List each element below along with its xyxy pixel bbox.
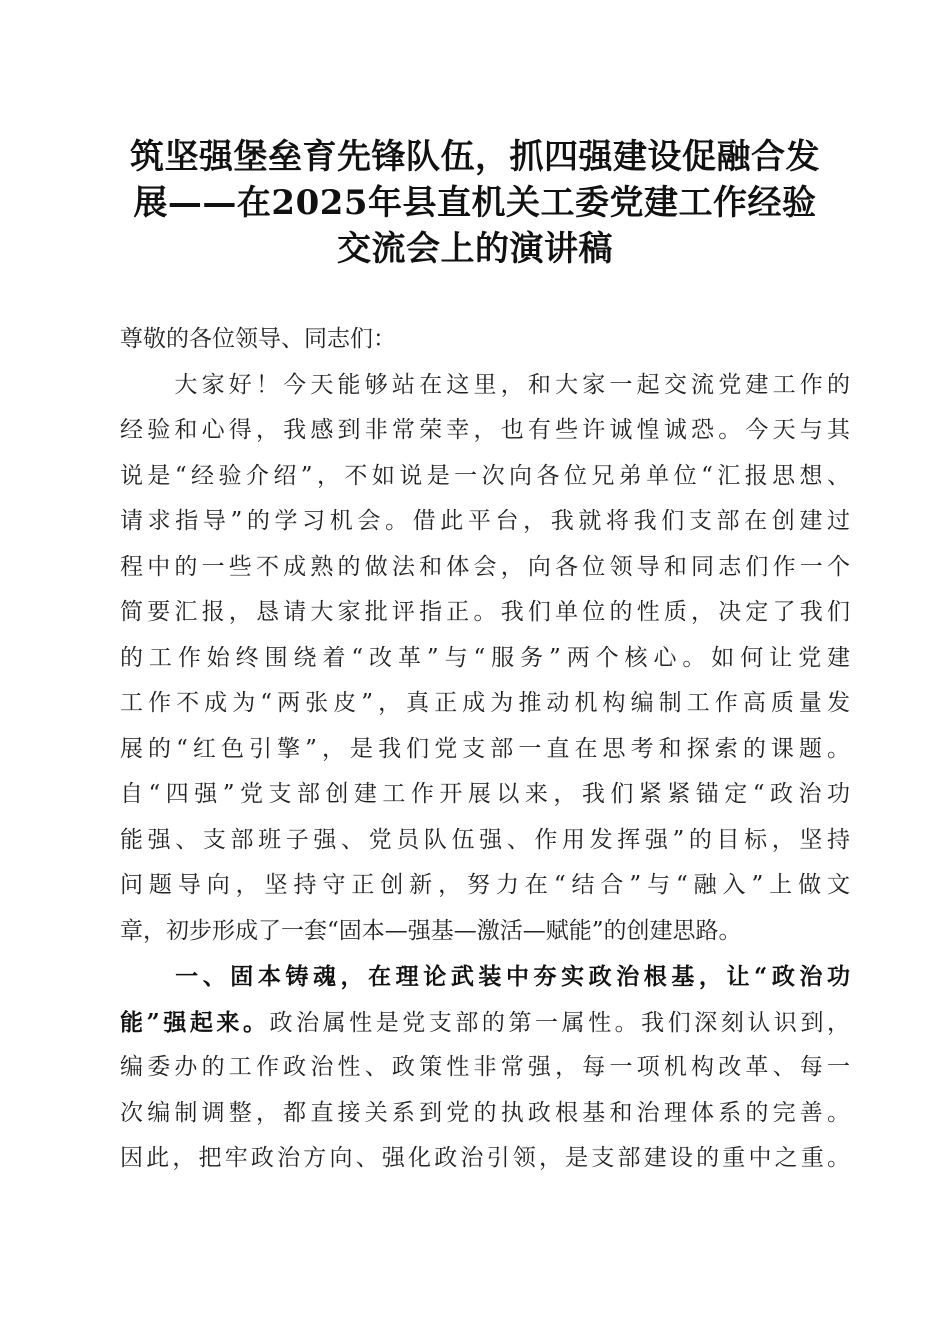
document-body — [120, 317, 850, 1182]
section-one-heading-continued — [120, 1000, 850, 1046]
paragraph-line: 自“四强”党支部创建工作开展以来，我们紧紧锚定“政治功 — [120, 781, 850, 807]
paragraph-line: 请求指导”的学习机会。借此平台，我就将我们支部在创建过 — [120, 508, 850, 534]
section-one-text-start: 政治属性是党支部的第一属性。我们深刻认识到， — [269, 1009, 850, 1036]
section-one — [120, 954, 850, 1182]
title-line-3: 交流会上的演讲稿 — [337, 229, 613, 269]
paragraph-line: 程中的一些不成熟的做法和体会，向各位领导和同志们作一个 — [120, 553, 850, 580]
title-line-2: 展——在2025年县直机关工委党建工作经验 — [133, 183, 817, 223]
document-title — [110, 134, 840, 272]
paragraph-line: 章，初步形成了一套“固本—强基—激活—赋能”的创建思路。 — [120, 917, 742, 944]
section-one-heading: 一、固本铸魂，在理论武装中夯实政治根基，让“政治功 — [120, 963, 850, 990]
title-line-1: 筑坚强堡垒育先锋队伍，抓四强建设促融合发 — [130, 137, 820, 177]
paragraph-line: 能强、支部班子强、党员队伍强、作用发挥强”的目标，坚持 — [120, 826, 850, 853]
paragraph-line: 的工作始终围绕着“改革”与“服务”两个核心。如何让党建 — [120, 644, 850, 671]
section-one-line: 次编制调整，都直接关系到党的执政根基和治理体系的完善。 — [120, 1099, 850, 1126]
paragraph-line: 大家好！今天能够站在这里，和大家一起交流党建工作的 — [120, 371, 850, 398]
section-one-line: 编委办的工作政治性、政策性非常强，每一项机构改革、每一 — [120, 1054, 850, 1080]
paragraph-line: 展的“红色引擎”，是我们党支部一直在思考和探索的课题。 — [120, 735, 850, 762]
paragraph-line: 工作不成为“两张皮”，真正成为推动机构编制工作高质量发 — [120, 690, 850, 716]
paragraph-line: 经验和心得，我感到非常荣幸，也有些许诚惶诚恐。今天与其 — [120, 417, 850, 443]
section-one-heading-end: 能”强起来。 — [120, 1008, 270, 1036]
salutation: 尊敬的各位领导、同志们： — [120, 326, 396, 352]
paragraph-opening — [120, 363, 850, 955]
section-one-line: 因此，把牢政治方向、强化政治引领，是支部建设的重中之重。 — [120, 1145, 850, 1171]
paragraph-line: 简要汇报，恳请大家批评指正。我们单位的性质，决定了我们 — [120, 599, 850, 625]
paragraph-line: 问题导向，坚持守正创新，努力在“结合”与“融入”上做文 — [120, 872, 850, 898]
paragraph-line: 说是“经验介绍”，不如说是一次向各位兄弟单位“汇报思想、 — [120, 462, 850, 489]
